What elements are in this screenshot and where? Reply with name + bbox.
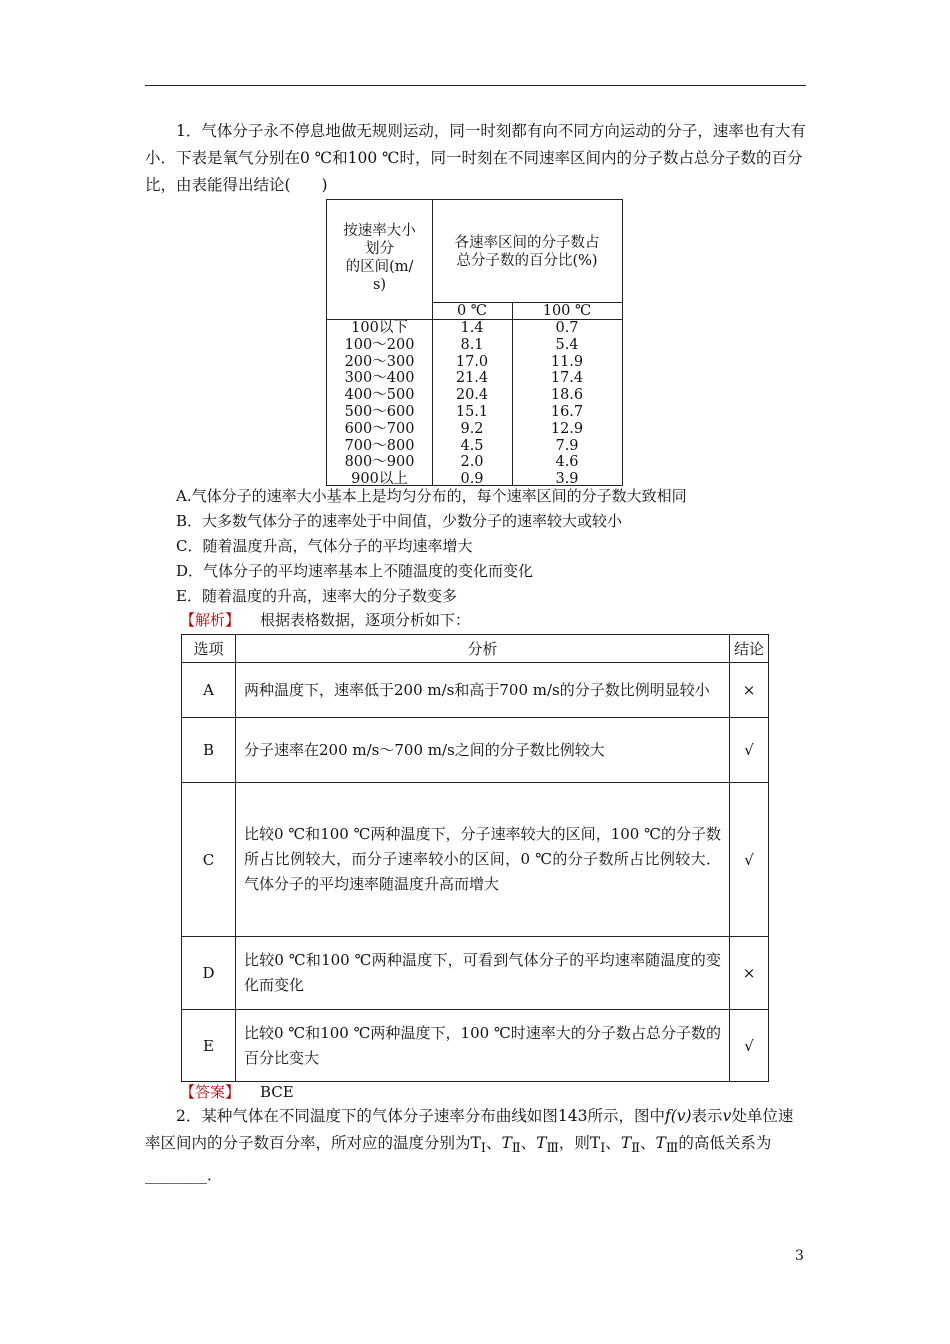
page-number: 3 bbox=[795, 1248, 804, 1264]
table-row: A 两种温度下，速率低于200 m/s和高于700 m/s的分子数比例明显较小 × bbox=[182, 663, 769, 718]
analysis-intro: 根据表格数据，逐项分析如下： bbox=[260, 611, 471, 629]
option-c: C．随着温度升高，气体分子的平均速率增大 bbox=[176, 537, 473, 555]
col-0c: 0 ℃ bbox=[456, 303, 488, 319]
header-rule bbox=[145, 85, 806, 86]
col-100c: 100 ℃ bbox=[542, 303, 592, 319]
header-option: 选项 bbox=[182, 635, 236, 663]
header-analysis: 分析 bbox=[236, 635, 730, 663]
percent-header: 各速率区间的分子数占 总分子数的百分比(%) bbox=[454, 235, 600, 269]
answer-tag: 【答案】 bbox=[180, 1083, 241, 1101]
speed-distribution-table bbox=[326, 199, 623, 486]
question-2-stem: 2．某种气体在不同温度下的气体分子速率分布曲线如图143所示，图中f(v)表示v处单位速率区间内的分子数百分率，所对应的温度分别为$T_Ⅰ$、$T_Ⅱ$、$T_Ⅲ$，则$T_Ⅰ$、$T_Ⅱ$、$T_Ⅲ$的高低关系为________． bbox=[145, 1107, 794, 1185]
interval-header: 按速率大小 划分 的区间(m/ s) bbox=[343, 223, 416, 293]
table-row: E 比较0 ℃和100 ℃两种温度下，100 ℃时速率大的分子数占总分子数的百分比变大 √ bbox=[182, 1010, 769, 1082]
analysis-tag: 【解析】 bbox=[180, 611, 241, 629]
table-row: C 比较0 ℃和100 ℃两种温度下，分子速率较大的区间，100 ℃的分子数所占比例较大，而分子速率较小的区间，0 ℃的分子数所占比例较大．气体分子的平均速率随温度升高而增大 √ bbox=[182, 783, 769, 937]
option-e: E．随着温度的升高，速率大的分子数变多 bbox=[176, 587, 457, 605]
question-1-stem: 1．气体分子永不停息地做无规则运动，同一时刻都有向不同方向运动的分子，速率也有大有小．下表是氧气分别在0 ℃和100 ℃时，同一时刻在不同速率区间内的分子数占总分子数的百分比，由表能得出结论( ) bbox=[145, 122, 806, 194]
table-row: D 比较0 ℃和100 ℃两种温度下，可看到气体分子的平均速率随温度的变化而变化 × bbox=[182, 937, 769, 1010]
option-a: A.气体分子的速率大小基本上是均匀分布的，每个速率区间的分子数大致相同 bbox=[176, 487, 687, 505]
analysis-table bbox=[181, 634, 769, 1082]
option-b: B．大多数气体分子的速率处于中间值，少数分子的速率较大或较小 bbox=[176, 512, 623, 530]
t100-column: 0.7 5.4 11.9 17.4 18.6 16.7 12.9 7.9 4.6 3.9 bbox=[550, 320, 584, 488]
answer-value: BCE bbox=[260, 1083, 294, 1101]
option-d: D．气体分子的平均速率基本上不随温度的变化而变化 bbox=[176, 562, 534, 580]
interval-column: 100以下 100～200 200～300 300～400 400～500 500～600 600～700 700～800 800～900 900以上 bbox=[344, 320, 415, 488]
table-row: B 分子速率在200 m/s～700 m/s之间的分子数比例较大 √ bbox=[182, 718, 769, 783]
t0-column: 1.4 8.1 17.0 21.4 20.4 15.1 9.2 4.5 2.0 0.9 bbox=[455, 320, 489, 488]
header-result: 结论 bbox=[730, 635, 769, 663]
